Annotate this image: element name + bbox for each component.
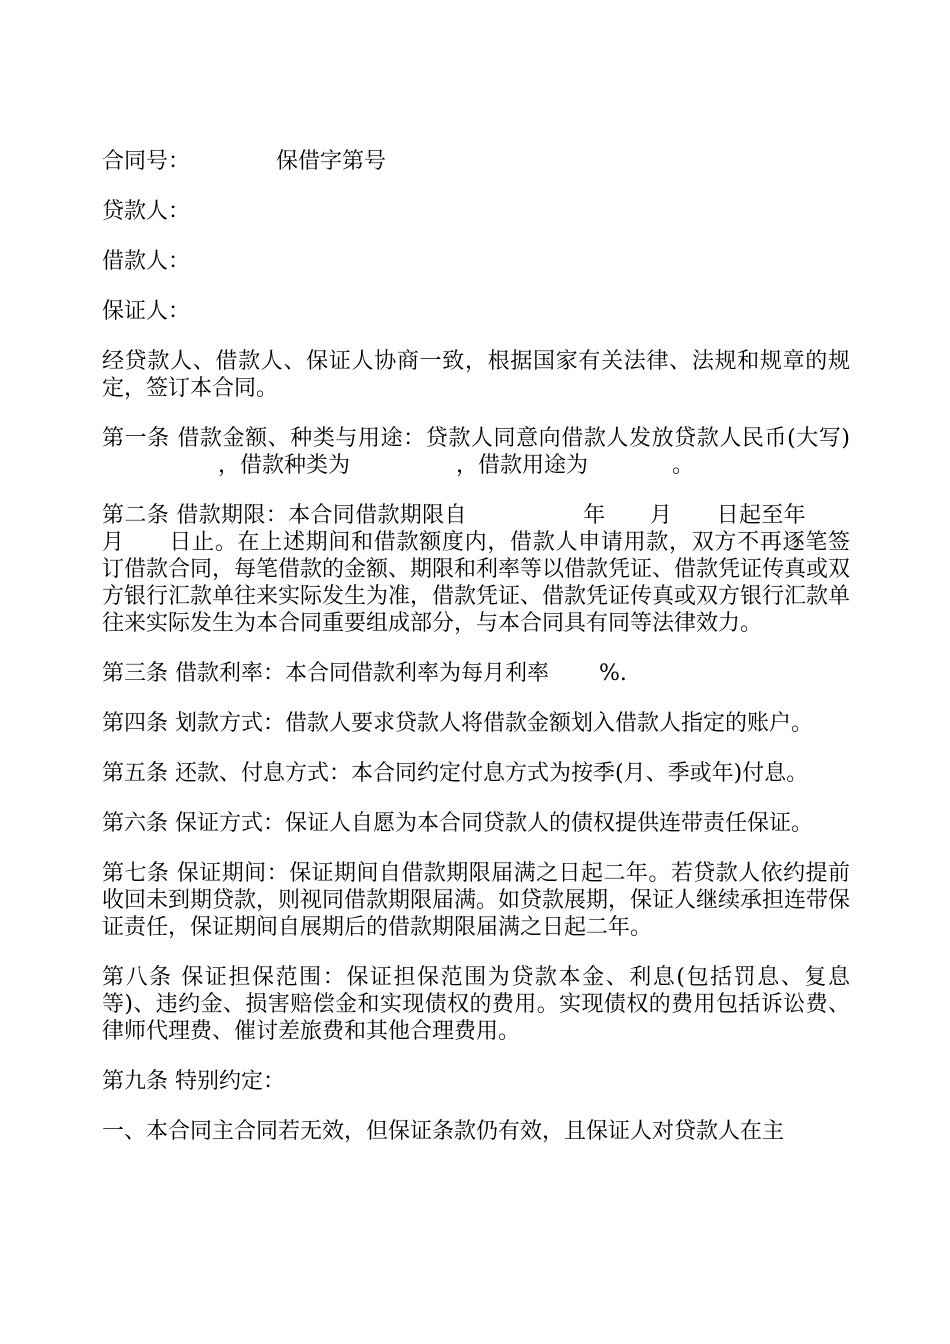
article-1: 第一条 借款金额、种类与用途：贷款人同意向借款人发放贷款人民币(大写)，借款种类为 ，借款用途为 。 [102,426,850,478]
contract-body [102,148,850,1168]
clause-1: 一、本合同主合同若无效，但保证条款仍有效，且保证人对贷款人在主 [102,1119,785,1144]
article-6: 第六条 保证方式：保证人自愿为本合同贷款人的债权提供连带责任保证。 [102,811,813,836]
guarantor-label: 保证人： [102,299,191,324]
contract-number-suffix: 保借字第号 [276,149,387,174]
article-9: 第九条 特别约定： [102,1069,285,1094]
article-2: 第二条 借款期限：本合同借款期限自 年 月 日起至年月 日止。在上述期间和借款额度内，借款人申请用款，双方不再逐笔签订借款合同，每笔借款的金额、期限和利率等以借款凭证、借款凭证传真或双方银行汇款单往来实际发生为准，借款凭证、借款凭证传真或双方银行汇款单往来实际发生为本合同重要组成部分，与本合同具有同等法律效力。 [102,503,851,636]
article-5: 第五条 还款、付息方式：本合同约定付息方式为按季(月、季或年)付息。 [102,761,809,786]
contract-number-line [102,148,850,175]
article-3: 第三条 借款利率：本合同借款利率为每月利率 %. [102,661,627,686]
article-4: 第四条 划款方式：借款人要求贷款人将借款金额划入借款人指定的账户。 [102,711,813,736]
article-8: 第八条 保证担保范围：保证担保范围为贷款本金、利息(包括罚息、复息等)、违约金、损害赔偿金和实现债权的费用。实现债权的费用包括诉讼费、律师代理费、催讨差旅费和其他合理费用。 [102,965,850,1044]
borrower-label: 借款人： [102,249,191,274]
contract-number-label: 合同号： [102,149,191,174]
article-7: 第七条 保证期间：保证期间自借款期限届满之日起二年。若贷款人依约提前收回未到期贷款，则视同借款期限届满。如贷款展期，保证人继续承担连带保证责任，保证期间自展期后的借款期限届满之日起二年。 [102,861,851,940]
intro-paragraph: 经贷款人、借款人、保证人协商一致，根据国家有关法律、法规和规章的规定，签订本合同。 [102,349,850,401]
lender-label: 贷款人： [102,199,191,224]
